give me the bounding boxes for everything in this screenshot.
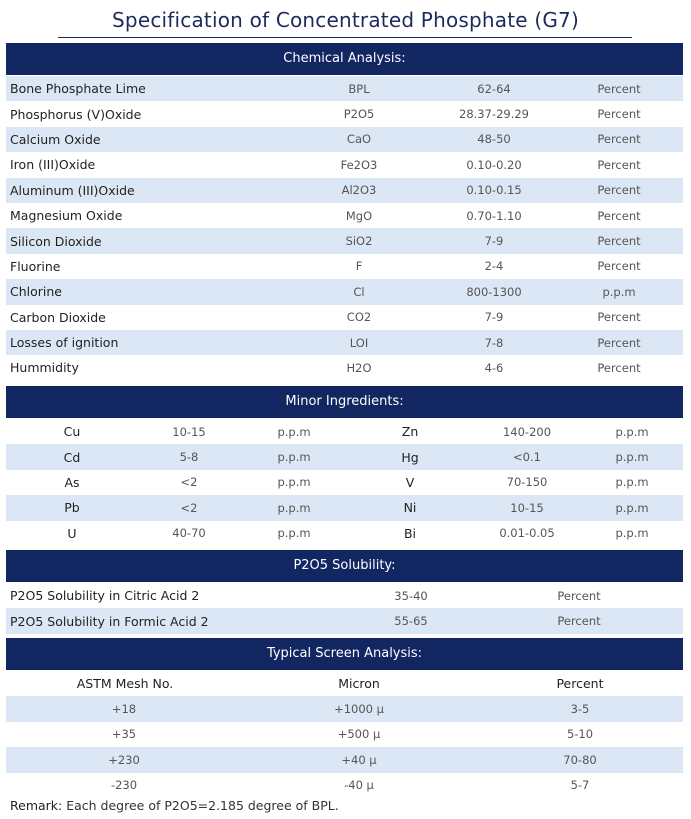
- element-symbol: Bi: [403, 525, 417, 541]
- table-row: [6, 696, 683, 721]
- solubility-table: [6, 583, 683, 634]
- compound-range: 0.10-0.20: [466, 157, 522, 172]
- table-row: [6, 76, 683, 101]
- element-unit: p.p.m: [615, 424, 649, 439]
- compound-range: 48-50: [477, 132, 511, 147]
- minor-ingredients-table: [6, 419, 683, 546]
- compound-formula: Fe2O3: [340, 157, 378, 172]
- table-row: [6, 203, 683, 228]
- compound-unit: Percent: [597, 208, 641, 223]
- percent-value: 70-80: [563, 752, 597, 767]
- element-symbol: Cu: [63, 424, 81, 440]
- compound-formula: Al2O3: [341, 183, 377, 198]
- table-row: [6, 722, 683, 747]
- compound-unit: Percent: [597, 183, 641, 198]
- element-unit: p.p.m: [277, 500, 311, 515]
- column-header: Micron: [338, 676, 380, 692]
- compound-formula: BPL: [348, 81, 370, 96]
- element-unit: p.p.m: [615, 500, 649, 515]
- element-unit: p.p.m: [277, 475, 311, 490]
- compound-unit: p.p.m: [602, 284, 636, 299]
- element-value: 10-15: [510, 500, 544, 515]
- percent-value: 5-10: [566, 727, 594, 742]
- compound-name: Fluorine: [10, 258, 61, 274]
- percent-value: 3-5: [570, 702, 590, 717]
- element-symbol: V: [405, 474, 415, 490]
- column-header: ASTM Mesh No.: [76, 676, 174, 692]
- table-row: [6, 254, 683, 279]
- compound-formula: SiO2: [345, 234, 373, 249]
- table-row: [6, 330, 683, 355]
- table-row: [6, 470, 683, 495]
- element-unit: p.p.m: [615, 526, 649, 541]
- table-row: [6, 178, 683, 203]
- element-symbol: Zn: [401, 424, 419, 440]
- solubility-unit: Percent: [557, 588, 601, 603]
- compound-unit: Percent: [597, 132, 641, 147]
- screen-analysis-header: Typical Screen Analysis:: [6, 638, 683, 670]
- compound-name: Hummidity: [10, 360, 79, 376]
- element-symbol: Pb: [64, 500, 80, 516]
- table-row: [6, 521, 683, 546]
- compound-name: Aluminum (III)Oxide: [10, 182, 135, 198]
- compound-name: Bone Phosphate Lime: [10, 81, 146, 97]
- element-value: 5-8: [179, 450, 199, 465]
- percent-value: 5-7: [570, 778, 590, 793]
- compound-formula: LOI: [349, 335, 369, 350]
- element-value: 40-70: [172, 526, 206, 541]
- compound-unit: Percent: [597, 335, 641, 350]
- compound-name: Silicon Dioxide: [10, 233, 102, 249]
- element-value: <2: [180, 500, 198, 515]
- table-row: [6, 608, 683, 633]
- compound-formula: P2O5: [343, 107, 375, 122]
- compound-formula: H2O: [346, 360, 372, 375]
- table-row: [6, 152, 683, 177]
- compound-formula: F: [355, 259, 363, 274]
- table-row: [6, 747, 683, 772]
- mesh-number: +35: [111, 727, 137, 742]
- compound-range: 0.10-0.15: [466, 183, 522, 198]
- micron-size: +500 μ: [337, 727, 381, 742]
- solubility-range: 55-65: [394, 614, 428, 629]
- compound-range: 7-9: [484, 310, 504, 325]
- compound-formula: CaO: [346, 132, 372, 147]
- element-unit: p.p.m: [277, 526, 311, 541]
- compound-range: 0.70-1.10: [466, 208, 522, 223]
- micron-size: +40 μ: [341, 752, 377, 767]
- solubility-name: P2O5 Solubility in Citric Acid 2: [10, 588, 200, 604]
- compound-name: Chlorine: [10, 284, 62, 300]
- compound-name: Calcium Oxide: [10, 131, 101, 147]
- compound-formula: Cl: [353, 284, 365, 299]
- column-header: Percent: [556, 676, 604, 692]
- table-row: [6, 279, 683, 304]
- compound-formula: CO2: [346, 310, 372, 325]
- element-unit: p.p.m: [615, 475, 649, 490]
- screen-analysis-table: [6, 671, 683, 798]
- table-row: [6, 773, 683, 798]
- compound-unit: Percent: [597, 81, 641, 96]
- table-row: [6, 101, 683, 126]
- micron-size: +1000 μ: [334, 702, 384, 717]
- mesh-number: +230: [108, 752, 140, 767]
- compound-formula: MgO: [345, 208, 373, 223]
- remark-label: Remark:: [10, 798, 63, 813]
- compound-name: Magnesium Oxide: [10, 208, 123, 224]
- compound-range: 28.37-29.29: [459, 107, 529, 122]
- compound-name: Losses of ignition: [10, 335, 119, 351]
- compound-range: 62-64: [477, 81, 511, 96]
- element-symbol: Ni: [403, 500, 417, 516]
- element-unit: p.p.m: [277, 424, 311, 439]
- element-value: <2: [180, 475, 198, 490]
- title-underline: [58, 37, 632, 38]
- solubility-header: P2O5 Solubility:: [6, 550, 683, 582]
- compound-range: 7-9: [484, 234, 504, 249]
- table-row: [6, 355, 683, 380]
- compound-name: Phosphorus (V)Oxide: [10, 106, 142, 122]
- compound-unit: Percent: [597, 107, 641, 122]
- compound-range: 7-8: [484, 335, 504, 350]
- element-value: <0.1: [513, 450, 541, 465]
- table-row: [6, 419, 683, 444]
- compound-range: 800-1300: [466, 284, 522, 299]
- element-symbol: As: [64, 474, 80, 490]
- element-unit: p.p.m: [615, 450, 649, 465]
- solubility-range: 35-40: [394, 588, 428, 603]
- element-unit: p.p.m: [277, 450, 311, 465]
- compound-unit: Percent: [597, 157, 641, 172]
- element-value: 10-15: [172, 424, 206, 439]
- compound-name: Iron (III)Oxide: [10, 157, 96, 173]
- compound-range: 2-4: [484, 259, 504, 274]
- compound-unit: Percent: [597, 310, 641, 325]
- table-row: [6, 444, 683, 469]
- remark-note: [10, 798, 339, 813]
- table-row: [6, 583, 683, 608]
- chemical-analysis-header: Chemical Analysis:: [6, 43, 683, 75]
- table-row: [6, 305, 683, 330]
- solubility-unit: Percent: [557, 614, 601, 629]
- compound-unit: Percent: [597, 259, 641, 274]
- element-value: 140-200: [502, 424, 552, 439]
- table-row: [6, 127, 683, 152]
- page-title: Specification of Concentrated Phosphate (G7): [112, 8, 579, 32]
- compound-range: 4-6: [484, 360, 504, 375]
- compound-name: Carbon Dioxide: [10, 309, 106, 325]
- table-row: [6, 495, 683, 520]
- element-symbol: Hg: [401, 449, 419, 465]
- mesh-number: +18: [111, 702, 137, 717]
- compound-unit: Percent: [597, 234, 641, 249]
- micron-size: -40 μ: [344, 778, 374, 793]
- table-header-row: [6, 671, 683, 696]
- table-row: [6, 228, 683, 253]
- compound-unit: Percent: [597, 360, 641, 375]
- element-symbol: U: [67, 525, 77, 541]
- element-value: 70-150: [506, 475, 548, 490]
- mesh-number: -230: [110, 778, 138, 793]
- element-symbol: Cd: [63, 449, 81, 465]
- minor-ingredients-header: Minor Ingredients:: [6, 386, 683, 418]
- remark-text: Each degree of P2O5=2.185 degree of BPL.: [66, 798, 339, 813]
- solubility-name: P2O5 Solubility in Formic Acid 2: [10, 613, 209, 629]
- element-value: 0.01-0.05: [499, 526, 555, 541]
- chemical-analysis-table: [6, 76, 683, 381]
